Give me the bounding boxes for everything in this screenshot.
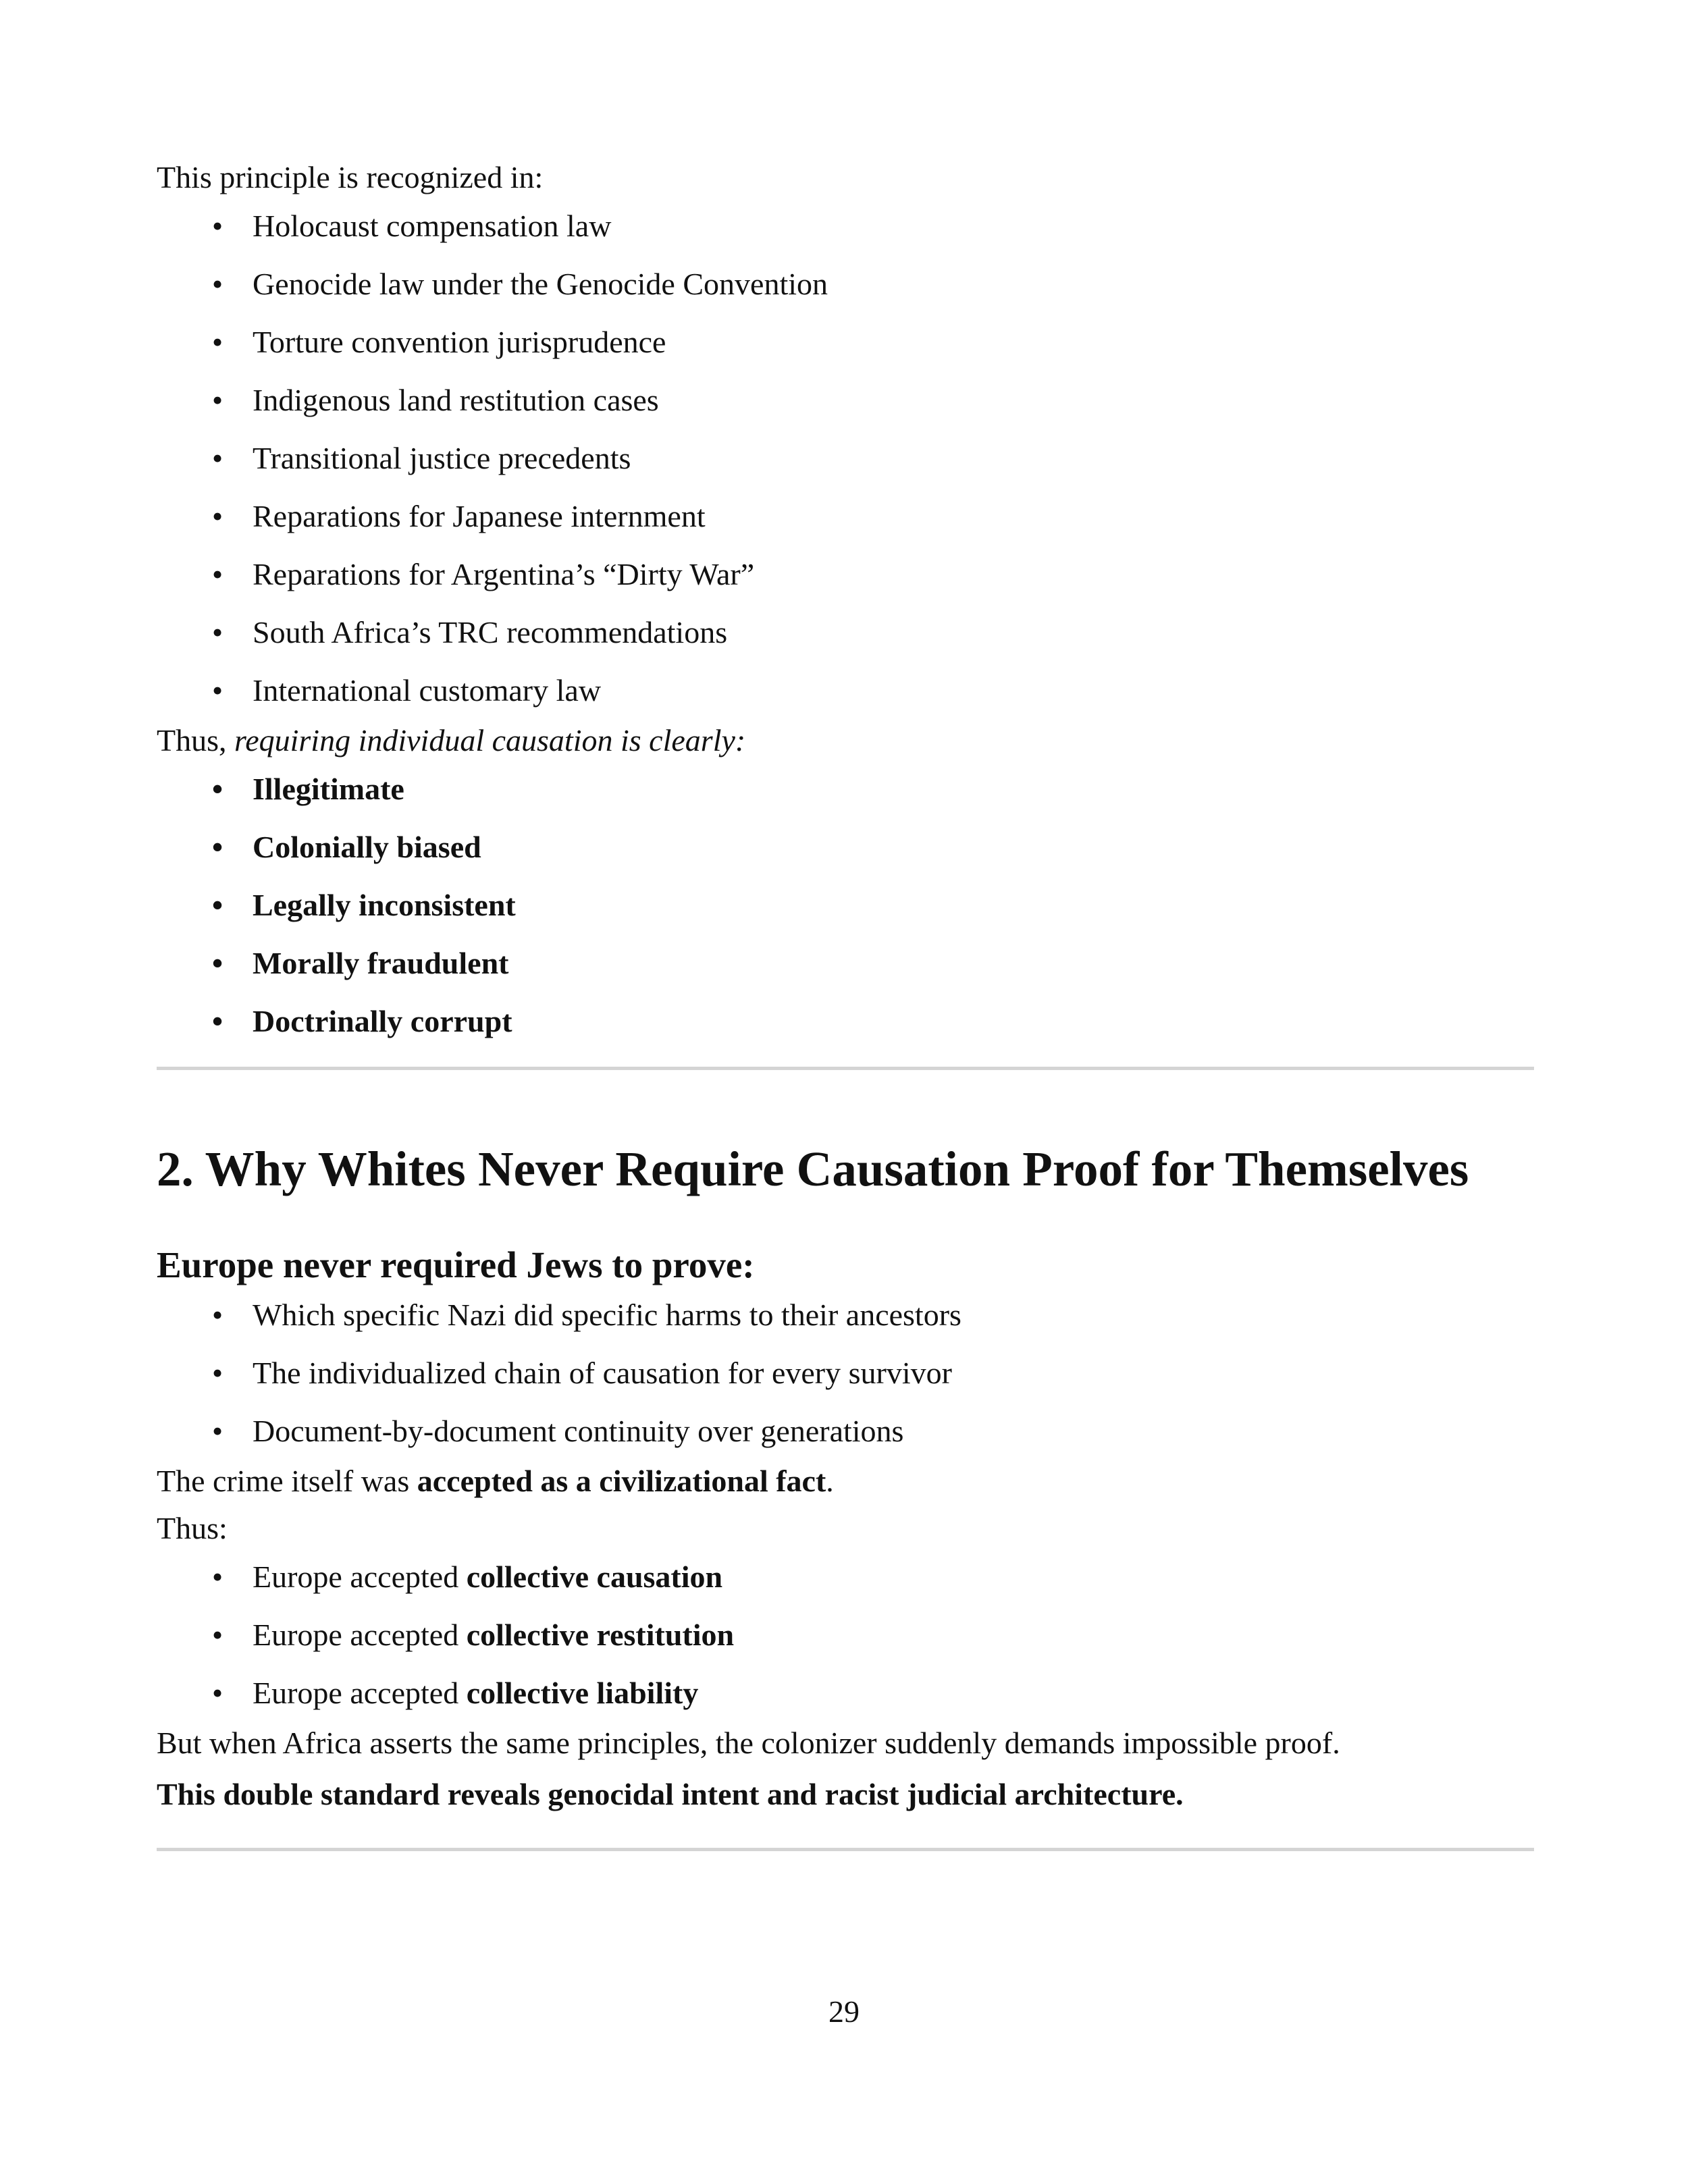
bullet-icon: • bbox=[212, 1676, 223, 1710]
bullet-icon: • bbox=[212, 1618, 223, 1652]
list-item: • Document-by-document continuity over generations bbox=[253, 1412, 1534, 1451]
thus-label: Thus: bbox=[157, 1511, 228, 1545]
list-item: • Reparations for Argentina’s “Dirty War” bbox=[253, 555, 1534, 594]
bullet-icon: • bbox=[212, 1356, 223, 1390]
list-item: • Europe accepted collective restitution bbox=[253, 1616, 1534, 1655]
bullet-icon: • bbox=[212, 1298, 223, 1332]
list-item: • Legally inconsistent bbox=[253, 886, 1534, 925]
bullet-icon: • bbox=[212, 615, 223, 649]
list-item: • Reparations for Japanese internment bbox=[253, 497, 1534, 536]
intro-lead: This principle is recognized in: bbox=[157, 160, 544, 194]
bullet-icon: • bbox=[212, 383, 223, 417]
list-item: • Holocaust compensation law bbox=[253, 207, 1534, 246]
bullet-icon: • bbox=[212, 1414, 223, 1448]
page-content bbox=[157, 154, 1534, 1851]
bullet-icon: • bbox=[212, 325, 223, 359]
bullet-icon: • bbox=[212, 1560, 223, 1594]
bullet-icon: • bbox=[212, 673, 223, 708]
bullet-icon: • bbox=[212, 830, 223, 864]
bullet-icon: • bbox=[212, 888, 223, 922]
bullet-icon: • bbox=[212, 946, 223, 980]
bullet-icon: • bbox=[212, 499, 223, 533]
subheading: Europe never required Jews to prove: bbox=[157, 1244, 755, 1285]
page-number: 29 bbox=[828, 1994, 860, 2029]
recognition-list bbox=[157, 207, 1534, 710]
section-heading: 2. Why Whites Never Require Causation Proof for Themselves bbox=[157, 1142, 1469, 1196]
list-item: • Colonially biased bbox=[253, 828, 1534, 867]
bullet-icon: • bbox=[212, 1004, 223, 1038]
list-item: • Which specific Nazi did specific harms to their ancestors bbox=[253, 1296, 1534, 1335]
section-divider bbox=[157, 1067, 1534, 1070]
list-item: • Europe accepted collective liability bbox=[253, 1674, 1534, 1713]
list-item: • Doctrinally corrupt bbox=[253, 1002, 1534, 1041]
list-item: • The individualized chain of causation for every survivor bbox=[253, 1354, 1534, 1393]
list-item: • South Africa’s TRC recommendations bbox=[253, 613, 1534, 652]
list-item: • Torture convention jurisprudence bbox=[253, 323, 1534, 362]
bullet-icon: • bbox=[212, 772, 223, 806]
accepted-list bbox=[157, 1557, 1534, 1713]
conclusion-statement: This double standard reveals genocidal intent and racist judicial architecture. bbox=[157, 1777, 1184, 1811]
list-item: • Europe accepted collective causation bbox=[253, 1557, 1534, 1597]
proof-list bbox=[157, 1296, 1534, 1451]
thus-statement: Thus, requiring individual causation is clearly: bbox=[157, 723, 746, 757]
list-item: • Indigenous land restitution cases bbox=[253, 381, 1534, 420]
crime-statement: The crime itself was accepted as a civilizational fact. bbox=[157, 1464, 834, 1498]
section-divider bbox=[157, 1848, 1534, 1851]
bullet-icon: • bbox=[212, 267, 223, 301]
verdict-list bbox=[157, 770, 1534, 1041]
double-standard-statement: But when Africa asserts the same principles, the colonizer suddenly demands impossible proof. bbox=[157, 1726, 1340, 1760]
list-item: • Genocide law under the Genocide Convention bbox=[253, 265, 1534, 304]
bullet-icon: • bbox=[212, 441, 223, 475]
list-item: • Illegitimate bbox=[253, 770, 1534, 809]
list-item: • Transitional justice precedents bbox=[253, 439, 1534, 478]
bullet-icon: • bbox=[212, 557, 223, 591]
list-item: • Morally fraudulent bbox=[253, 944, 1534, 983]
bullet-icon: • bbox=[212, 209, 223, 243]
list-item: • International customary law bbox=[253, 671, 1534, 710]
